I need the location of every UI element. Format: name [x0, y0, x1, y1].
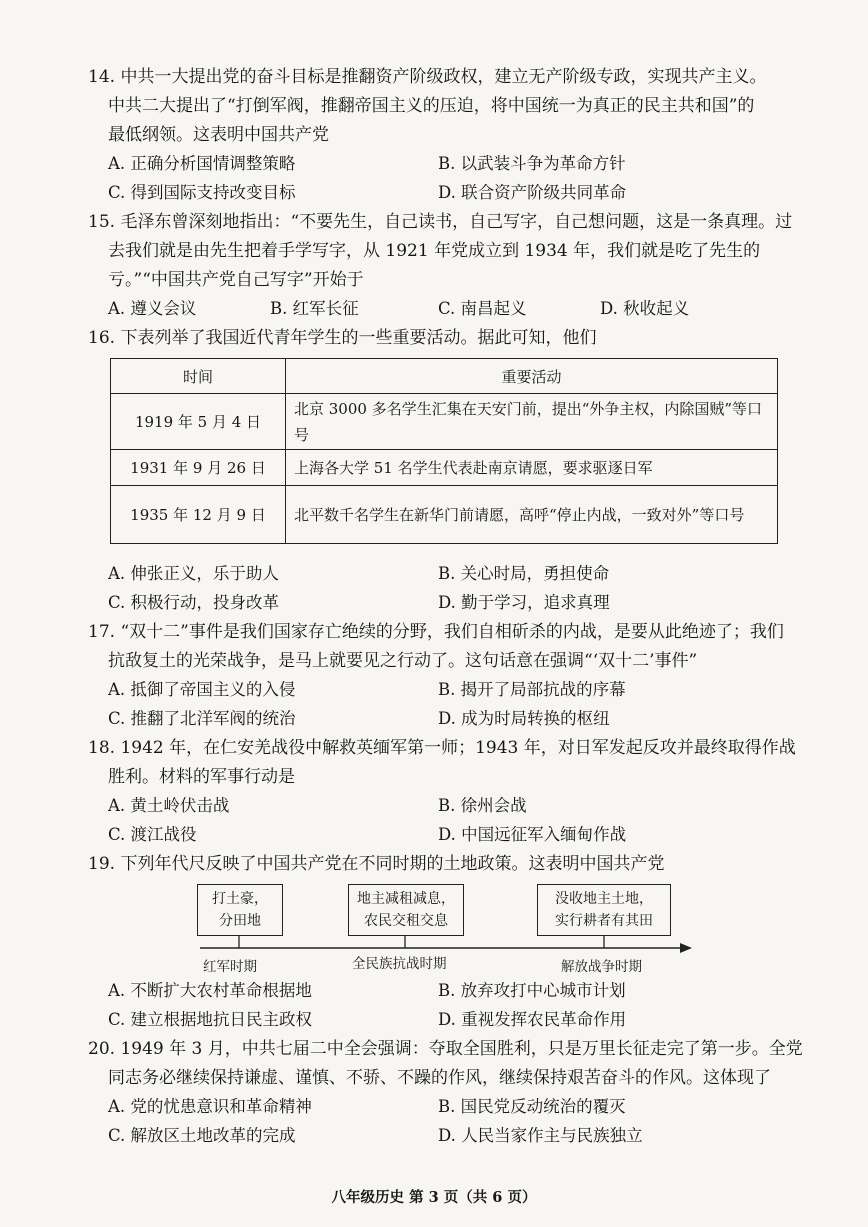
q17-option-b[interactable]: B. 揭开了局部抗战的序幕: [438, 680, 626, 699]
table-row: [111, 486, 778, 544]
q16-stem: 16. 下表列举了我国近代青年学生的一些重要活动。据此可知，他们: [88, 328, 597, 348]
timeline-box-line: 农民交租交息: [364, 913, 448, 929]
q18-option-b[interactable]: B. 徐州会战: [438, 796, 527, 815]
q20-option-c[interactable]: C. 解放区土地改革的完成: [108, 1126, 296, 1145]
timeline-label: 解放战争时期: [561, 959, 642, 975]
q15-option-b[interactable]: B. 红军长征: [270, 299, 359, 318]
table-row: [111, 450, 778, 486]
page-footer: 八年级历史 第 3 页（共 6 页）: [331, 1189, 537, 1206]
q15-stem-line-1: 15. 毛泽东曾深刻地指出：“不要先生，自己读书，自己写字，自己想问题，这是一条真理。过: [88, 212, 793, 232]
q18-option-c[interactable]: C. 渡江战役: [108, 825, 197, 844]
q18-option-a[interactable]: A. 黄土岭伏击战: [108, 796, 230, 815]
q17-stem-line-1: 17. “双十二”事件是我们国家存亡绝续的分野，我们自相斫杀的内战，是要从此绝迹了；我们: [88, 622, 784, 642]
q14-option-d[interactable]: D. 联合资产阶级共同革命: [438, 183, 627, 202]
table-cell-time: 1931 年 9 月 26 日: [111, 450, 286, 486]
q18-stem-line-2: 胜利。材料的军事行动是: [108, 767, 295, 787]
timeline-box-line: 打土豪，: [212, 891, 268, 907]
q16-activities-table: [110, 358, 778, 544]
timeline-label: 红军时期: [203, 959, 257, 975]
q20-stem-line-1: 20. 1949 年 3 月，中共七届二中全会强调：夺取全国胜利，只是万里长征走完了第一步。全党: [88, 1039, 803, 1059]
q17-option-a[interactable]: A. 抵御了帝国主义的入侵: [108, 680, 296, 699]
timeline-box-line: 实行耕者有其田: [555, 913, 653, 929]
q19-option-d[interactable]: D. 重视发挥农民革命作用: [438, 1010, 627, 1029]
q19-stem: 19. 下列年代尺反映了中国共产党在不同时期的土地政策。这表明中国共产党: [88, 854, 665, 874]
q16-option-d[interactable]: D. 勤于学习，追求真理: [438, 593, 610, 612]
table-cell-activity: 北京 3000 多名学生汇集在天安门前，提出“外争主权，内除国贼”等口号: [286, 394, 778, 450]
q16-option-c[interactable]: C. 积极行动，投身改革: [108, 593, 280, 612]
q19-option-b[interactable]: B. 放弃攻打中心城市计划: [438, 981, 626, 1000]
q14-stem-line-1: 14. 中共一大提出党的奋斗目标是推翻资产阶级政权，建立无产阶级专政，实现共产主义。: [88, 67, 767, 87]
q19-option-a[interactable]: A. 不断扩大农村革命根据地: [108, 981, 312, 1000]
q14-option-a[interactable]: A. 正确分析国情调整策略: [108, 154, 296, 173]
q17-option-c[interactable]: C. 推翻了北洋军阀的统治: [108, 709, 296, 728]
q18-option-d[interactable]: D. 中国远征军入缅甸作战: [438, 825, 627, 844]
q19-option-c[interactable]: C. 建立根据地抗日民主政权: [108, 1010, 313, 1029]
q20-option-d[interactable]: D. 人民当家作主与民族独立: [438, 1126, 643, 1145]
table-header-time: 时间: [111, 359, 286, 394]
q18-stem-line-1: 18. 1942 年，在仁安羌战役中解救英缅军第一师；1943 年，对日军发起反攻并最终取得作战: [88, 738, 796, 758]
q16-option-b[interactable]: B. 关心时局，勇担使命: [438, 564, 610, 583]
timeline-box-anti-japanese: [348, 884, 464, 936]
q14-option-b[interactable]: B. 以武装斗争为革命方针: [438, 154, 626, 173]
q15-option-d[interactable]: D. 秋收起义: [600, 299, 690, 318]
table-header-activity: 重要活动: [286, 359, 778, 394]
table-cell-activity: 北平数千名学生在新华门前请愿，高呼“停止内战，一致对外”等口号: [286, 486, 778, 544]
q20-option-a[interactable]: A. 党的忧患意识和革命精神: [108, 1097, 312, 1116]
table-cell-activity: 上海各大学 51 名学生代表赴南京请愿，要求驱逐日军: [286, 450, 778, 486]
q20-stem-line-2: 同志务必继续保持谦虚、谨慎、不骄、不躁的作风，继续保持艰苦奋斗的作风。这体现了: [108, 1068, 771, 1088]
table-row: [111, 394, 778, 450]
q14-option-c[interactable]: C. 得到国际支持改变目标: [108, 183, 296, 202]
q17-stem-line-2: 抗敌复土的光荣战争，是马上就要见之行动了。这句话意在强调“‘双十二’事件”: [108, 651, 698, 671]
q16-option-a[interactable]: A. 伸张正义，乐于助人: [108, 564, 279, 583]
timeline-box-red-army: [197, 884, 283, 936]
q15-stem-line-3: 亏。”“中国共产党自己写字”开始于: [108, 270, 364, 290]
q17-option-d[interactable]: D. 成为时局转换的枢纽: [438, 709, 610, 728]
timeline-box-line: 没收地主土地，: [555, 891, 653, 907]
timeline-label: 全民族抗战时期: [352, 956, 447, 972]
timeline-box-liberation: [537, 884, 671, 936]
table-cell-time: 1935 年 12 月 9 日: [111, 486, 286, 544]
table-cell-time: 1919 年 5 月 4 日: [111, 394, 286, 450]
q15-option-a[interactable]: A. 遵义会议: [108, 299, 197, 318]
q14-stem-line-2: 中共二大提出了“打倒军阀，推翻帝国主义的压迫，将中国统一为真正的民主共和国”的: [108, 96, 755, 116]
table-header-row: [111, 359, 778, 394]
q15-option-c[interactable]: C. 南昌起义: [438, 299, 527, 318]
q14-stem-line-3: 最低纲领。这表明中国共产党: [108, 125, 329, 145]
q15-stem-line-2: 去我们就是由先生把着手学写字，从 1921 年党成立到 1934 年，我们就是吃了先生的: [108, 241, 761, 261]
timeline-box-line: 分田地: [219, 913, 261, 929]
q20-option-b[interactable]: B. 国民党反动统治的覆灭: [438, 1097, 626, 1116]
timeline-box-line: 地主减租减息，: [357, 891, 455, 907]
